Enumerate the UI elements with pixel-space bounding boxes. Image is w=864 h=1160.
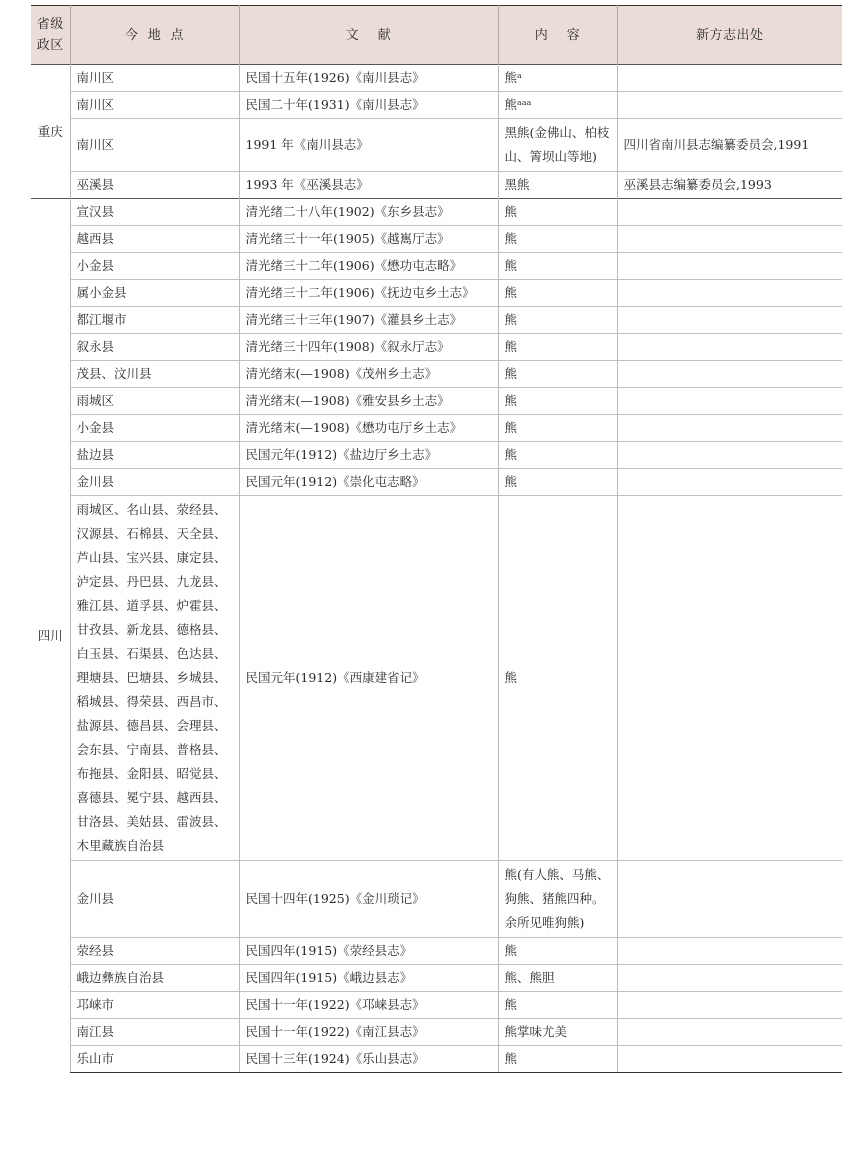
literature-cell: 清光绪三十二年(1906)《抚边屯乡土志》 [239,280,498,307]
literature-cell: 清光绪三十三年(1907)《灌县乡土志》 [239,307,498,334]
province-cell: 四川 [31,199,70,1073]
literature-cell: 民国四年(1915)《荥经县志》 [239,938,498,965]
table-row [31,861,842,938]
table-row [31,415,842,442]
new-gazetteer-cell [617,1019,842,1046]
content-cell: 熊 [498,280,617,307]
new-gazetteer-cell [617,442,842,469]
place-cell: 南川区 [70,92,239,119]
table-header [31,6,842,65]
new-gazetteer-cell [617,415,842,442]
literature-cell: 清光绪末(—1908)《雅安县乡土志》 [239,388,498,415]
place-cell: 属小金县 [70,280,239,307]
new-gazetteer-cell [617,280,842,307]
place-cell: 茂县、汶川县 [70,361,239,388]
literature-cell: 清光绪三十一年(1905)《越嶲厅志》 [239,226,498,253]
new-gazetteer-cell: 巫溪县志编纂委员会,1993 [617,172,842,199]
place-cell: 峨边彝族自治县 [70,965,239,992]
content-cell: 熊 [498,938,617,965]
place-cell: 雨城区 [70,388,239,415]
new-gazetteer-cell [617,361,842,388]
literature-cell: 民国元年(1912)《西康建省记》 [239,496,498,861]
table-row [31,1046,842,1073]
literature-cell: 民国十三年(1924)《乐山县志》 [239,1046,498,1073]
place-cell: 都江堰市 [70,307,239,334]
new-gazetteer-cell [617,226,842,253]
header-place: 今 地 点 [70,6,239,65]
header-province-line2: 政区 [36,38,64,53]
content-cell: 熊 [498,226,617,253]
table-row [31,226,842,253]
header-content: 内 容 [498,6,617,65]
content-cell: 熊 [498,992,617,1019]
literature-cell: 清光绪二十八年(1902)《东乡县志》 [239,199,498,226]
place-cell: 小金县 [70,415,239,442]
content-cell: 熊 [498,361,617,388]
place-cell: 金川县 [70,861,239,938]
table-row [31,496,842,861]
table-row [31,965,842,992]
header-province-line1: 省级 [36,17,64,32]
table-body [31,65,842,1073]
table-row [31,199,842,226]
place-cell: 小金县 [70,253,239,280]
place-cell: 盐边县 [70,442,239,469]
place-cell: 南川区 [70,65,239,92]
literature-cell: 民国元年(1912)《盐边厅乡土志》 [239,442,498,469]
content-cell: 熊 [498,1046,617,1073]
new-gazetteer-cell [617,861,842,938]
content-cell: 熊 [498,469,617,496]
new-gazetteer-cell [617,496,842,861]
table-row [31,280,842,307]
content-cell: 熊 [498,388,617,415]
table-row [31,334,842,361]
new-gazetteer-cell [617,992,842,1019]
table-row [31,92,842,119]
table-row [31,172,842,199]
new-gazetteer-cell [617,965,842,992]
table-row [31,442,842,469]
content-cell: 熊、熊胆 [498,965,617,992]
gazetteer-table [31,5,842,1073]
content-cell: 黑熊(金佛山、柏枝山、箐坝山等地) [498,119,617,172]
table-row [31,388,842,415]
place-cell: 越西县 [70,226,239,253]
content-cell: 熊 [498,415,617,442]
new-gazetteer-cell [617,469,842,496]
content-cell: 熊 [498,334,617,361]
place-cell: 金川县 [70,469,239,496]
literature-cell: 民国十五年(1926)《南川县志》 [239,65,498,92]
table-row [31,469,842,496]
new-gazetteer-cell [617,334,842,361]
header-new-gazetteer: 新方志出处 [617,6,842,65]
new-gazetteer-cell [617,199,842,226]
new-gazetteer-cell [617,65,842,92]
new-gazetteer-cell [617,92,842,119]
content-cell: 熊ᵃ [498,65,617,92]
content-cell: 熊 [498,442,617,469]
content-cell: 熊掌味尤美 [498,1019,617,1046]
content-cell: 熊 [498,199,617,226]
table-row [31,1019,842,1046]
content-cell: 熊 [498,496,617,861]
header-province [31,6,70,65]
literature-cell: 民国十四年(1925)《金川琐记》 [239,861,498,938]
province-cell: 重庆 [31,65,70,199]
literature-cell: 清光绪三十四年(1908)《叙永厅志》 [239,334,498,361]
literature-cell: 民国元年(1912)《崇化屯志略》 [239,469,498,496]
literature-cell: 民国四年(1915)《峨边县志》 [239,965,498,992]
content-cell: 黑熊 [498,172,617,199]
content-cell: 熊 [498,307,617,334]
place-cell: 宣汉县 [70,199,239,226]
new-gazetteer-cell [617,938,842,965]
table-row [31,119,842,172]
place-cell: 乐山市 [70,1046,239,1073]
table-row [31,938,842,965]
table-row [31,65,842,92]
literature-cell: 1991 年《南川县志》 [239,119,498,172]
table-row [31,307,842,334]
new-gazetteer-cell [617,307,842,334]
literature-cell: 民国二十年(1931)《南川县志》 [239,92,498,119]
content-cell: 熊 [498,253,617,280]
content-cell: 熊ᵃᵃᵃ [498,92,617,119]
place-cell: 南江县 [70,1019,239,1046]
table-row [31,253,842,280]
new-gazetteer-cell [617,1046,842,1073]
new-gazetteer-cell [617,253,842,280]
place-cell: 南川区 [70,119,239,172]
place-cell: 邛崃市 [70,992,239,1019]
literature-cell: 清光绪末(—1908)《茂州乡土志》 [239,361,498,388]
literature-cell: 清光绪三十二年(1906)《懋功屯志略》 [239,253,498,280]
place-cell: 雨城区、名山县、荥经县、汉源县、石棉县、天全县、芦山县、宝兴县、康定县、泸定县、丹巴县、九龙县、雅江县、道孚县、炉霍县、甘孜县、新龙县、德格县、白玉县、石渠县、色达县、理塘县、巴塘县、乡城县、稻城县、得荣县、西昌市、盐源县、德昌县、会理县、会东县、宁南县、普格县、布拖县、金阳县、昭觉县、喜德县、冕宁县、越西县、甘洛县、美姑县、雷波县、木里藏族自治县 [70,496,239,861]
table-row [31,361,842,388]
place-cell: 叙永县 [70,334,239,361]
place-cell: 荥经县 [70,938,239,965]
new-gazetteer-cell: 四川省南川县志编纂委员会,1991 [617,119,842,172]
literature-cell: 民国十一年(1922)《邛崃县志》 [239,992,498,1019]
table-row [31,992,842,1019]
content-cell: 熊(有人熊、马熊、狗熊、猪熊四种。余所见唯狗熊) [498,861,617,938]
new-gazetteer-cell [617,388,842,415]
literature-cell: 清光绪末(—1908)《懋功屯厅乡土志》 [239,415,498,442]
header-literature: 文 献 [239,6,498,65]
literature-cell: 民国十一年(1922)《南江县志》 [239,1019,498,1046]
place-cell: 巫溪县 [70,172,239,199]
literature-cell: 1993 年《巫溪县志》 [239,172,498,199]
